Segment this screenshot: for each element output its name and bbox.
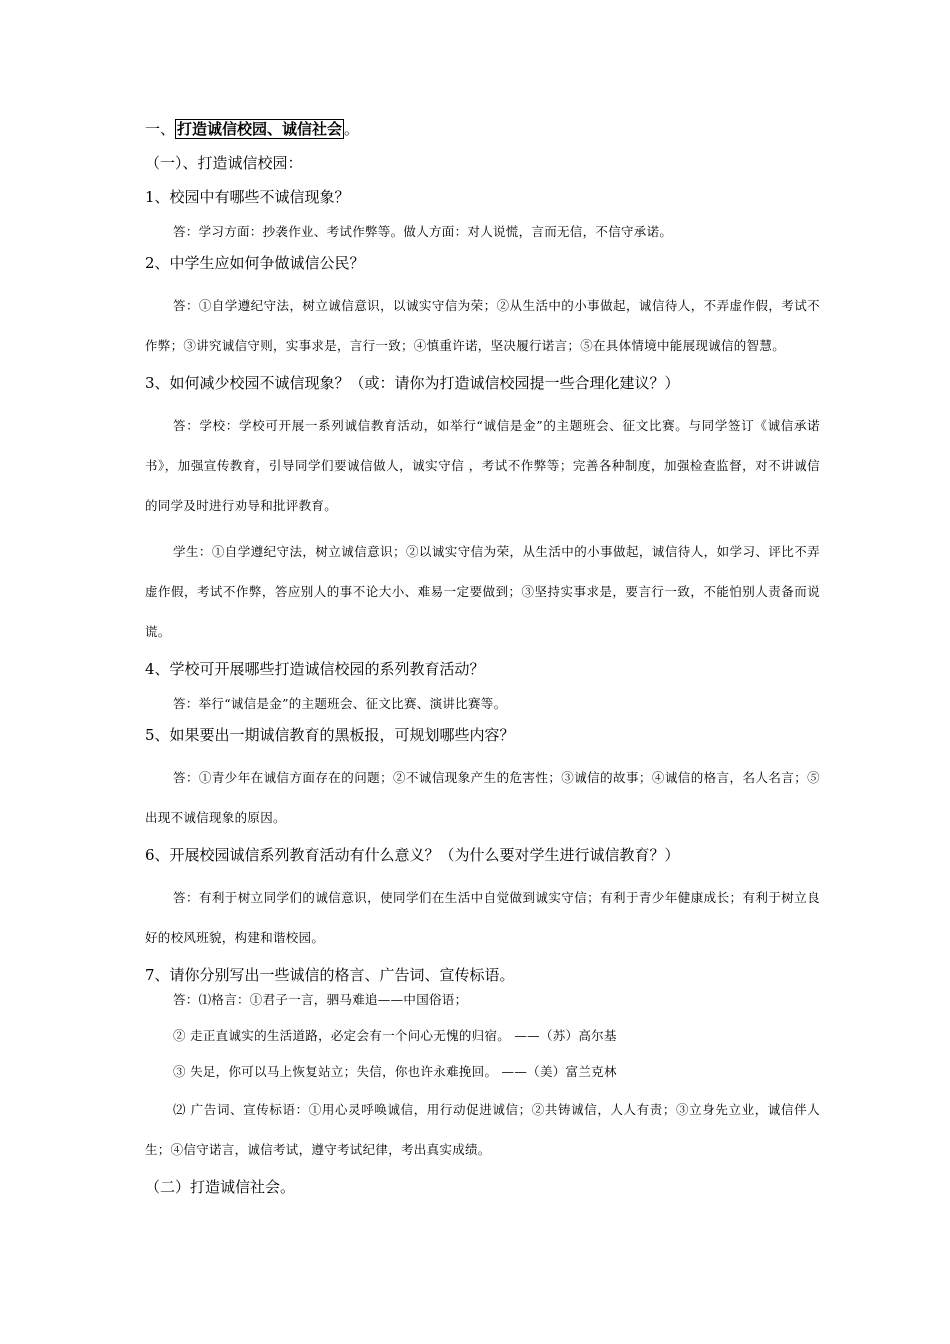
question-6: 6、开展校园诚信系列教育活动有什么意义？（为什么要对学生进行诚信教育？） xyxy=(145,846,680,864)
answer-7-motto-1: 答：⑴格言：①君子一言，驷马难追——中国俗语； xyxy=(173,992,468,1007)
answer-5: 答：①青少年在诚信方面存在的问题；②不诚信现象产生的危害性；③诚信的故事；④诚信的格言，名人名言；⑤出现不诚信现象的原因。 xyxy=(145,770,820,825)
subsection-heading-2: （二）打造诚信社会。 xyxy=(145,1178,296,1196)
subsection-heading-1: （一）、打造诚信校园： xyxy=(145,154,303,172)
question-3: 3、如何减少校园不诚信现象？（或：请你为打造诚信校园提一些合理化建议？） xyxy=(145,374,680,392)
answer-2: 答：①自学遵纪守法，树立诚信意识，以诚实守信为荣；②从生活中的小事做起，诚信待人，不弄虚作假，考试不作弊；③讲究诚信守则，实事求是，言行一致；④慎重许诺，坚决履行诺言；⑤在具体情境中能展现诚信的智慧。 xyxy=(145,298,820,353)
section-title: 打造诚信校园、诚信社会 xyxy=(177,120,343,138)
answer-4: 答：举行“诚信是金”的主题班会、征文比赛、演讲比赛等。 xyxy=(173,696,507,711)
section-prefix: 一、 xyxy=(145,120,176,138)
document-page xyxy=(145,118,820,1210)
question-1: 1、校园中有哪些不诚信现象？ xyxy=(145,188,350,206)
answer-1: 答：学习方面：抄袭作业、考试作弊等。做人方面：对人说慌，言而无信，不信守承诺。 xyxy=(173,224,673,239)
answer-6: 答：有利于树立同学们的诚信意识，使同学们在生活中自觉做到诚实守信；有利于青少年健康成长；有利于树立良好的校风班貌，构建和谐校园。 xyxy=(145,890,820,945)
question-5: 5、如果要出一期诚信教育的黑板报，可规划哪些内容？ xyxy=(145,726,515,744)
question-2: 2、中学生应如何争做诚信公民？ xyxy=(145,254,365,272)
answer-3-school: 答：学校：学校可开展一系列诚信教育活动，如举行“诚信是金”的主题班会、征文比赛。与同学签订《诚信承诺书》，加强宣传教育，引导同学们要诚信做人，诚实守信 ，考试不作弊等；完善各种制度，加强检查监督，对不讲诚信的同学及时进行劝导和批评教育。 xyxy=(145,418,820,513)
answer-7-motto-3: ③ 失足，你可以马上恢复站立；失信，你也许永难挽回。 ——（美）富兰克林 xyxy=(173,1064,617,1079)
section-suffix: 。 xyxy=(344,120,360,138)
answer-3-student: 学生：①自学遵纪守法，树立诚信意识；②以诚实守信为荣，从生活中的小事做起，诚信待人，如学习、评比不弄虚作假，考试不作弊，答应别人的事不论大小、难易一定要做到；③坚持实事求是，要言行一致，不能怕别人责备而说谎。 xyxy=(145,544,820,639)
question-4: 4、学校可开展哪些打造诚信校园的系列教育活动？ xyxy=(145,660,485,678)
section-heading xyxy=(145,118,820,140)
answer-7-slogans: ⑵ 广告词、宣传标语：①用心灵呼唤诚信，用行动促进诚信；②共铸诚信，人人有责；③立身先立业，诚信伴人生；④信守诺言，诚信考试，遵守考试纪律，考出真实成绩。 xyxy=(145,1102,820,1157)
answer-7-motto-2: ② 走正直诚实的生活道路，必定会有一个问心无愧的归宿。 ——（苏）高尔基 xyxy=(173,1028,617,1043)
question-7: 7、请你分别写出一些诚信的格言、广告词、宣传标语。 xyxy=(145,966,515,984)
